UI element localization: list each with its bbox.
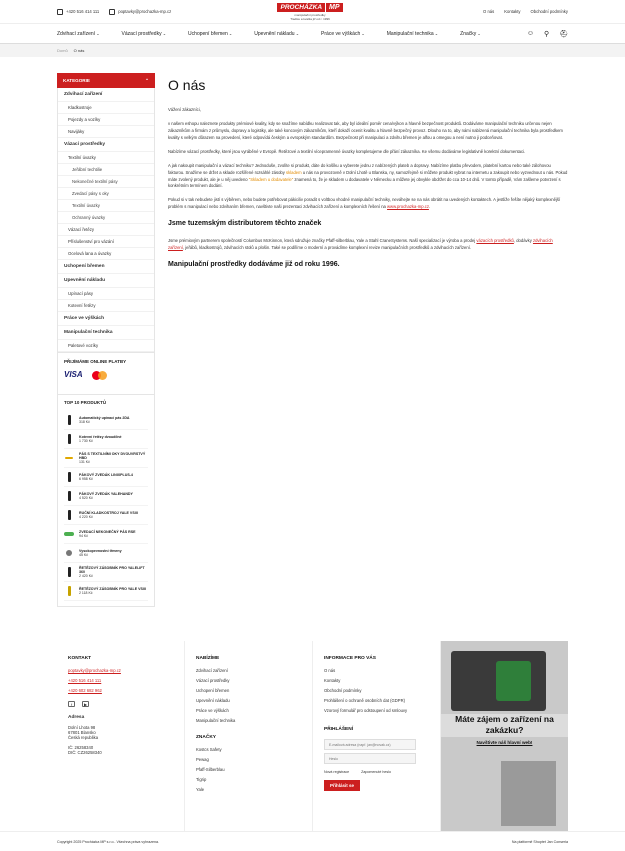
- product-thumb-icon: [64, 433, 74, 445]
- nav-uchopeni[interactable]: Uchopení břemen ⌄: [188, 31, 232, 37]
- login-password-input[interactable]: [324, 753, 416, 764]
- login-email-input[interactable]: [324, 739, 416, 750]
- product-item[interactable]: PÁKOVÝ ZVEDÁK LINIXPLUS-4 6 958 Kč: [64, 468, 148, 487]
- top-link-contacts[interactable]: Kontakty: [504, 9, 521, 14]
- sidebar-item[interactable]: Textilní úvazky: [58, 152, 154, 164]
- footer-link[interactable]: Kontakty: [324, 678, 341, 683]
- promo-title: Máte zájem o zařízení na zakázku?: [441, 714, 568, 737]
- top-link-about[interactable]: O nás: [483, 9, 495, 14]
- footer-link[interactable]: Manipulační technika: [196, 718, 236, 723]
- sidebar-item[interactable]: Jeřábní techtilie: [58, 164, 154, 176]
- address-line: Dolní Lhota 98: [68, 725, 96, 730]
- sidebar-item[interactable]: Upevnění nákladu: [58, 274, 154, 288]
- paragraph-products: Nabízíme vázací prostředky, které jsou vyráběné v Evropě. Řetězové a textilní vícepramenné úvazky kompletujeme dle přání zákazníka. Ke všemu dodáváme legislativně korektní dokumentaci.: [168, 148, 526, 154]
- sidebar-item[interactable]: Nekonečné textilní pásy: [58, 176, 154, 188]
- logo-brand: PROCHÁZKA: [277, 3, 325, 12]
- footer-link[interactable]: Pfaff-Silberblau: [196, 767, 225, 772]
- logo-tagline: Tradice a kvalita již od r. 1996: [290, 17, 330, 21]
- bottom-bar: [0, 831, 625, 851]
- youtube-icon[interactable]: ▶: [83, 702, 88, 707]
- user-icon[interactable]: ☺: [526, 29, 534, 37]
- breadcrumb-home[interactable]: Domů: [57, 48, 68, 53]
- zdvihaci-link[interactable]: zdvihacích zařízení: [168, 237, 553, 250]
- nav-znacky[interactable]: Značky ⌄: [460, 31, 481, 37]
- footer-offer: [185, 641, 313, 831]
- sidebar-item[interactable]: Pojezdy a vozíky: [58, 114, 154, 126]
- sidebar: [57, 73, 155, 607]
- footer-link[interactable]: Uchopení břemen: [196, 688, 230, 693]
- footer-link[interactable]: Prohlášení o ochraně osobních dat (GDPR): [324, 698, 406, 703]
- top-products: [57, 395, 155, 607]
- product-item[interactable]: Kotevní řetězy dvoudílné 1 730 Kč: [64, 430, 148, 449]
- footer-contact-title: KONTAKT: [68, 656, 92, 661]
- footer-contact: [57, 641, 185, 831]
- footer-info-title: INFORMACE PRO VÁS: [324, 656, 376, 661]
- login-title: PŘIHLÁŠENÍ: [324, 727, 354, 732]
- sidebar-item[interactable]: Manipulační technika: [58, 326, 154, 340]
- sidebar-item[interactable]: Ochranný úvazky: [58, 212, 154, 224]
- breadcrumb-current: O nás: [73, 48, 85, 53]
- copyright: Copyright 2025 Procházka MP s.r.o.. Všechna práva vyhrazena.: [57, 839, 160, 844]
- sidebar-item[interactable]: Vázací řetězy: [58, 224, 154, 236]
- footer-brands-title: ZNAČKY: [196, 735, 216, 740]
- greeting: Vážení zákazníci,: [168, 107, 201, 113]
- product-thumb-icon: [64, 528, 74, 540]
- login-button[interactable]: Přihlásit se: [324, 780, 360, 791]
- search-icon[interactable]: ⚲: [543, 30, 550, 38]
- product-item[interactable]: PÁKOVÝ ZVEDÁK YALEHANDY 4 520 Kč: [64, 487, 148, 506]
- product-thumb-icon: [64, 452, 74, 464]
- mail-icon: [109, 9, 115, 15]
- email-link[interactable]: poptavky@prochazka-mp.cz: [109, 9, 171, 15]
- main-nav: [0, 24, 625, 44]
- paragraph-ordering: A jak nakoupit manipulační a vázací techniku? Jednoduše, zvolíte si produkt, dáte do košíku a vyberete jednu z nabízených plateb a dopravy. Nabízíme platbu převodem, platební kartou nebo také zálohovou fakturou. Snažíme se držet a sklade rozšířené rozsáhlé zásoby skladem u nás na provozovně v Dolní Lhotě u Blanska, ny, samozřejmě si můžete produkt vybrat na internetu a zakoupit nebo vyzvednout u nás. Pokud máte zvolený produkt, ale je u něj uvedeno "Skladem u dodavatele" znamená to, že je skladem u dodavatele v Německu a můžete jej obvykle obdržet do cca 10-14 dnů. V tomto případě, Vám zašleme potvrzení s konkrétním termínem dodání.: [168, 162, 568, 189]
- category-header[interactable]: KATEGORIE ⌃: [57, 73, 155, 88]
- product-thumb-icon: [64, 471, 74, 483]
- sidebar-item[interactable]: Navijáky: [58, 126, 154, 138]
- address-line: 67801 Blansko: [68, 730, 96, 735]
- promo-banner[interactable]: [441, 641, 568, 831]
- nav-zdvihaci[interactable]: Zdvihací zařízení ⌄: [57, 31, 100, 37]
- footer-link[interactable]: Obchodní podmínky: [324, 688, 362, 693]
- product-item[interactable]: RUČNÍ KLADKOSTROJ YALE VSIII 4 220 Kč: [64, 506, 148, 525]
- visa-logo: VISA: [64, 370, 83, 379]
- product-item[interactable]: ZVEDACÍ NEKONEČNÝ PÁS RSE 94 Kč: [64, 525, 148, 544]
- forgot-password-link[interactable]: Zapomenuté heslo: [361, 770, 391, 774]
- sidebar-item[interactable]: Zvedací pásy s oky: [58, 188, 154, 200]
- footer: [57, 641, 568, 831]
- top-link-terms[interactable]: Obchodní podmínky: [530, 9, 568, 14]
- footer-link[interactable]: Zdvihací zařízení: [196, 668, 228, 673]
- logo[interactable]: [274, 2, 346, 22]
- footer-link[interactable]: Pewag: [196, 757, 209, 762]
- logo-subtitle: manipulační prostředky: [294, 13, 326, 17]
- distributor-heading: Jsme tuzemským distributorem těchto značek: [168, 220, 322, 228]
- footer-link[interactable]: Práce ve výškách: [196, 708, 229, 713]
- sidebar-item[interactable]: Práce ve výškách: [58, 312, 154, 326]
- sidebar-item[interactable]: Příslušenství pro vázání: [58, 236, 154, 248]
- cart-icon[interactable]: ⛑: [559, 30, 568, 38]
- top-products-title: TOP 10 PRODUKTŮ: [64, 400, 107, 405]
- sidebar-item[interactable]: Ocelová lana a úvazky: [58, 248, 154, 260]
- page-title: O nás: [168, 77, 206, 93]
- payments-title: PŘIJÍMÁME ONLINE PLATBY: [64, 359, 127, 364]
- sidebar-item[interactable]: Zdvihací zařízení: [58, 88, 154, 102]
- address-title: Adresa: [68, 715, 85, 720]
- address-line: Česká republika: [68, 735, 99, 740]
- sidebar-item[interactable]: Kotevní řetězy: [58, 300, 154, 312]
- footer-link[interactable]: Yale: [196, 787, 205, 792]
- sidebar-item[interactable]: Kladkostroje: [58, 102, 154, 114]
- phone-icon: [57, 9, 63, 15]
- sidebar-item[interactable]: Upínací pásy: [58, 288, 154, 300]
- footer-info: [313, 641, 441, 831]
- sidebar-item[interactable]: Vázací prostředky: [58, 138, 154, 152]
- footer-link[interactable]: Vázací prostředky: [196, 678, 230, 683]
- website-link[interactable]: www.prochazka-mp.cz: [387, 204, 429, 210]
- since-heading: Manipulační prostředky dodáváme již od roku 1996.: [168, 260, 340, 268]
- breadcrumb: [0, 44, 625, 57]
- footer-link[interactable]: Tigrip: [196, 777, 207, 782]
- paragraph-contact: Pokud si v tak nebudete jistí s výběrem, nebo budete potřebovat pákiciliv poradit s voltbou vhodné manipulační techniky, neváhejte se na nás obrátit na uvedených kontaktech. A jestliže řešíte nějaký komplexnější problém s manipulací nebo zdvihaním břemen, navštivte naši prezentaci zdvihacích zařízení a komplexních řešení na www.prochazka-mp.cz.: [168, 197, 561, 210]
- sidebar-item[interactable]: Textilní úvazky: [58, 200, 154, 212]
- vazaci-link[interactable]: vázacích prostředků: [476, 237, 514, 243]
- product-thumb-icon: [64, 414, 74, 426]
- stock-link[interactable]: skladem: [286, 169, 302, 175]
- product-item[interactable]: ŘETĚZOVÝ ZÁSOBNÍK PRO YALE VSIII 2 118 Kč: [64, 582, 148, 601]
- footer-link[interactable]: O nás: [324, 668, 336, 673]
- sidebar-item[interactable]: Uchopení břemen: [58, 260, 154, 274]
- register-link[interactable]: Nová registrace: [324, 770, 350, 774]
- footer-phone1[interactable]: +420 516 414 111: [68, 678, 102, 683]
- product-thumb-icon: [64, 585, 74, 597]
- facebook-icon[interactable]: f: [68, 701, 75, 707]
- footer-email[interactable]: poptavky@prochazka-mp.cz: [68, 668, 121, 673]
- category-list: [57, 88, 155, 353]
- product-item[interactable]: Vysokopevnostní třmeny 45 Kč: [64, 544, 148, 563]
- footer-phone2[interactable]: +420 602 682 962: [68, 688, 102, 693]
- nav-manipulacni[interactable]: Manipulační technika ⌄: [387, 31, 438, 37]
- promo-link[interactable]: Navštivte náš hlavní web!: [476, 739, 533, 745]
- product-thumb-icon: [64, 566, 74, 578]
- footer-link[interactable]: Upevnění nákladu: [196, 698, 230, 703]
- nav-prace[interactable]: Práce ve výškách ⌄: [321, 31, 365, 37]
- supplier-stock-link[interactable]: "Skladem u dodavatele": [248, 176, 294, 182]
- mastercard-icon: [92, 371, 108, 380]
- sidebar-item[interactable]: Paletové vozíky: [58, 340, 154, 352]
- payments-box: [57, 353, 155, 395]
- chevron-up-icon: ⌃: [145, 77, 149, 83]
- dic: DIČ: CZ26258340: [68, 750, 102, 755]
- product-item[interactable]: ŘETĚZOVÝ ZÁSOBNÍK PRO YALELIFT 360 2 420 Kč: [64, 563, 148, 582]
- product-thumb-icon: [64, 509, 74, 521]
- paragraph-intro: v našem eshopu naleznete produkty prémiové kvality, kdy se snažíme nabídku realizovat tak, aby byl ideální poměr cena/výkon a hlavně bezpečnost produktů. Dodáváme manipulační techniku určenou nejen zákazníkům a firmám z průmyslu, dopravy a logistiky, ale také koncovým zákazníkům, kteří dokaží ocenit kvalitu a hlavně bezpečný provoz. Dlouho na to, aby námi nabízená manipulační technika byla prostředkem kvality s velkým důrazem na provedení, které odpovídá českým a evropským standardům. Bezpečnost při manipulaci a zdvihu břemen je alfou a omegou a není nutno ji podceňovat.: [168, 121, 563, 140]
- footer-offer-title: NABÍZÍME: [196, 656, 220, 661]
- footer-link[interactable]: Kostcs Safety: [196, 747, 222, 752]
- product-thumb-icon: [64, 547, 74, 559]
- phone-link[interactable]: +420 516 414 111: [57, 9, 99, 15]
- product-item[interactable]: Automatický upínací pás 2DA 318 Kč: [64, 411, 148, 430]
- logo-brand2: MP: [326, 3, 343, 12]
- ico: IČ: 26258340: [68, 745, 94, 750]
- nav-vazaci[interactable]: Vázací prostředky ⌄: [122, 31, 167, 37]
- footer-link[interactable]: Vzorový formulář pro odstoupení od smlouvy: [324, 708, 408, 713]
- platform-credit[interactable]: Na platformě Shoptet Jan Conseria: [511, 839, 568, 844]
- product-thumb-icon: [64, 490, 74, 502]
- main-content: [155, 73, 568, 607]
- nav-upevneni[interactable]: Upevnění nákladu ⌄: [254, 31, 299, 37]
- paragraph-partner: Jsme prémiovým partnerem společností Columbus McKinnon, která sdružuje značky Pfaff-silberblau, Yale a Stahl CraneSystems. Naší specializací je výroba a prodej vázacích prostředků, dodávky zdvihacích zařízení, jeřábů, kladkostrojů, zdvihacích stolů a plošin. Také se podílíme o moderní a provádíme komplexní revize manipulačních prostředků a zdvihacích zařízení.: [168, 237, 553, 250]
- product-item[interactable]: PÁS S TEXTILNÍMI OKY DVOUVRSTVÝ HBD 131 Kč: [64, 449, 148, 468]
